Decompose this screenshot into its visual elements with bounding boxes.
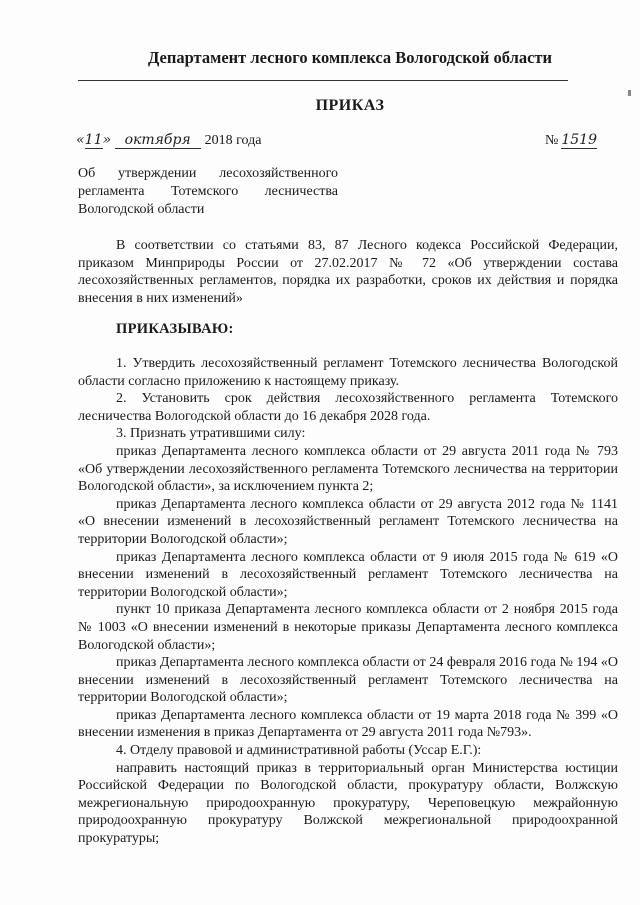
document-title: ПРИКАЗ — [315, 97, 385, 114]
subject-line: регламента Тотемского лесничества — [78, 184, 338, 199]
order-paragraph: направить настоящий приказ в территориальный орган Министерства юстиции Российской Федерации по Вологодской области, прокуратуру области, Волжскую межрегиональную природоохранную прокуратуру, Череповецкую межрайонную природоохранную прокуратуру Волжской межрегиональной природоохранной прокуратуры; — [78, 760, 618, 847]
number-sign: № — [545, 133, 559, 148]
order-paragraph: 2. Установить срок действия лесохозяйственного регламента Тотемского лесничества Вологодской области до 16 декабря 2028 года. — [78, 391, 618, 424]
date-day-handwritten: 11 — [84, 132, 103, 148]
department-name: Департамент лесного комплекса Вологодской области — [147, 48, 553, 67]
header-divider — [78, 80, 568, 81]
subject-line: Об утверждении лесохозяйственного — [78, 166, 338, 181]
scan-artifact — [628, 90, 631, 96]
order-items — [78, 355, 618, 848]
order-paragraph: приказ Департамента лесного комплекса области от 19 марта 2018 года № 399 «О внесении изменения в приказ Департамента от 29 августа 2011 года №793». — [78, 707, 618, 741]
subject-line: Вологодской области — [78, 202, 205, 217]
order-paragraph: 3. Признать утратившими силу: — [116, 426, 306, 442]
order-paragraph: приказ Департамента лесного комплекса области от 29 августа 2012 года № 1141 «О внесении изменений в лесохозяйственный регламент Тотемского лесничества на территории Вологодской области»; — [78, 496, 618, 547]
order-directive-word: ПРИКАЗЫВАЮ: — [116, 321, 234, 337]
order-paragraph: 4. Отделу правовой и административной работы (Уссар Е.Г.): — [116, 743, 482, 759]
order-paragraph: приказ Департамента лесного комплекса области от 9 июля 2015 года № 619 «О внесении изменений в лесохозяйственный регламент Тотемского лесничества на территории Вологодской области»; — [78, 549, 618, 600]
order-paragraph: приказ Департамента лесного комплекса области от 24 февраля 2016 года № 194 «О внесении изменений в лесохозяйственный регламент Тотемского лесничества на территории Вологодской области»; — [78, 655, 618, 706]
order-paragraph: 1. Утвердить лесохозяйственный регламент Тотемского лесничества Вологодской области согласно приложению к настоящему приказу. — [78, 356, 618, 389]
date-open-quote: « — [76, 132, 85, 148]
order-number — [545, 132, 597, 149]
date-month-handwritten: октября — [115, 132, 201, 149]
order-date — [76, 132, 261, 149]
date-year: 2018 года — [204, 133, 262, 148]
order-subject — [78, 165, 338, 219]
preamble-paragraph: В соответствии со статьями 83, 87 Лесного кодекса Российской Федерации, приказом Минприроды России от 27.02.2017 № 72 «Об утверждении состава лесохозяйственных регламентов, порядка их разработки, сроков их действия и порядка внесения в них изменений» — [78, 238, 618, 306]
date-close-quote: » — [102, 132, 112, 148]
number-value-handwritten: 1519 — [561, 132, 597, 148]
order-paragraph: пункт 10 приказа Департамента лесного комплекса области от 2 ноября 2015 года № 1003 «О внесении изменений в некоторые приказы Департамента лесного комплекса Вологодской области»; — [78, 602, 618, 653]
order-paragraph: приказ Департамента лесного комплекса области от 29 августа 2011 года № 793 «Об утверждении лесохозяйственного регламента Тотемского лесничества на территории Вологодской области», за исключением пункта 2; — [78, 443, 618, 495]
